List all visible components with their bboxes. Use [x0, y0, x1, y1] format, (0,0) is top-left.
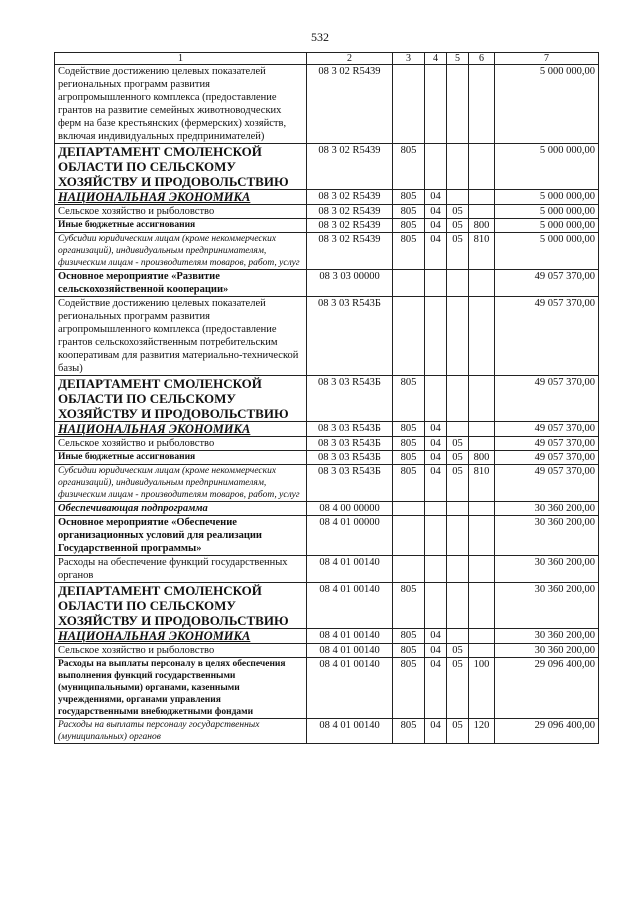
- expense-type-code: [469, 270, 495, 297]
- expense-type-code: [469, 144, 495, 190]
- department-code: 805: [393, 465, 425, 502]
- subsection-code: 05: [447, 465, 469, 502]
- subsection-code: [447, 190, 469, 205]
- target-code: 08 4 01 00000: [307, 516, 393, 556]
- amount: 30 360 200,00: [495, 583, 599, 629]
- expense-type-code: 800: [469, 451, 495, 465]
- table-row: [55, 270, 599, 297]
- department-code: [393, 556, 425, 583]
- target-code: 08 4 01 00140: [307, 629, 393, 644]
- amount: 49 057 370,00: [495, 465, 599, 502]
- department-code: 805: [393, 658, 425, 719]
- target-code: 08 3 02 R5439: [307, 219, 393, 233]
- section-code: 04: [425, 629, 447, 644]
- section-code: [425, 65, 447, 144]
- expense-type-code: [469, 297, 495, 376]
- expense-type-code: [469, 190, 495, 205]
- row-name: Содействие достижению целевых показателей региональных программ развития агропромышленного комплекса (предоставление грантов на развитие семейных животноводческих ферм на базе крестьянских (фермерских) хозяйств, включая индивидуальных предпринимателей): [55, 65, 307, 144]
- subsection-code: [447, 376, 469, 422]
- section-code: 04: [425, 205, 447, 219]
- table-row: [55, 629, 599, 644]
- table-row: [55, 144, 599, 190]
- expense-type-code: 100: [469, 658, 495, 719]
- header-cell: 1: [55, 53, 307, 65]
- department-code: 805: [393, 437, 425, 451]
- section-code: 04: [425, 219, 447, 233]
- target-code: 08 3 03 00000: [307, 270, 393, 297]
- subsection-code: 05: [447, 205, 469, 219]
- expense-type-code: [469, 583, 495, 629]
- section-code: 04: [425, 422, 447, 437]
- table-row: [55, 219, 599, 233]
- section-code: [425, 556, 447, 583]
- target-code: 08 3 03 R543Б: [307, 437, 393, 451]
- target-code: 08 3 02 R5439: [307, 190, 393, 205]
- row-name: НАЦИОНАЛЬНАЯ ЭКОНОМИКА: [55, 190, 307, 205]
- expense-type-code: 810: [469, 233, 495, 270]
- row-name: НАЦИОНАЛЬНАЯ ЭКОНОМИКА: [55, 629, 307, 644]
- expense-type-code: [469, 422, 495, 437]
- section-code: 04: [425, 233, 447, 270]
- expense-type-code: [469, 376, 495, 422]
- target-code: 08 4 01 00140: [307, 583, 393, 629]
- subsection-code: 05: [447, 451, 469, 465]
- department-code: 805: [393, 376, 425, 422]
- table-row: [55, 190, 599, 205]
- amount: 49 057 370,00: [495, 270, 599, 297]
- amount: 49 057 370,00: [495, 437, 599, 451]
- subsection-code: [447, 629, 469, 644]
- department-code: [393, 65, 425, 144]
- expense-type-code: 810: [469, 465, 495, 502]
- section-code: [425, 502, 447, 516]
- target-code: 08 4 01 00140: [307, 556, 393, 583]
- table-row: [55, 465, 599, 502]
- subsection-code: [447, 556, 469, 583]
- row-name: Иные бюджетные ассигнования: [55, 219, 307, 233]
- expense-type-code: [469, 437, 495, 451]
- amount: 30 360 200,00: [495, 629, 599, 644]
- header-cell: 4: [425, 53, 447, 65]
- target-code: 08 3 03 R543Б: [307, 297, 393, 376]
- subsection-code: 05: [447, 219, 469, 233]
- row-name: ДЕПАРТАМЕНТ СМОЛЕНСКОЙ ОБЛАСТИ ПО СЕЛЬСКОМУ ХОЗЯЙСТВУ И ПРОДОВОЛЬСТВИЮ: [55, 583, 307, 629]
- section-code: [425, 583, 447, 629]
- department-code: 805: [393, 144, 425, 190]
- subsection-code: 05: [447, 658, 469, 719]
- subsection-code: [447, 65, 469, 144]
- section-code: 04: [425, 190, 447, 205]
- amount: 29 096 400,00: [495, 719, 599, 744]
- department-code: 805: [393, 583, 425, 629]
- header-row: [55, 53, 599, 65]
- amount: 5 000 000,00: [495, 190, 599, 205]
- target-code: 08 4 00 00000: [307, 502, 393, 516]
- amount: 5 000 000,00: [495, 233, 599, 270]
- amount: 30 360 200,00: [495, 556, 599, 583]
- department-code: 805: [393, 422, 425, 437]
- department-code: [393, 297, 425, 376]
- row-name: Содействие достижению целевых показателей региональных программ развития агропромышленного комплекса (предоставление грантов сельскохозяйственным потребительским кооперативам для развития материально-технической базы): [55, 297, 307, 376]
- expense-type-code: [469, 516, 495, 556]
- target-code: 08 4 01 00140: [307, 658, 393, 719]
- department-code: [393, 502, 425, 516]
- section-code: 04: [425, 644, 447, 658]
- row-name: Основное мероприятие «Обеспечение организационных условий для реализации Государственной программы»: [55, 516, 307, 556]
- table-row: [55, 583, 599, 629]
- target-code: 08 4 01 00140: [307, 719, 393, 744]
- section-code: 04: [425, 437, 447, 451]
- expense-type-code: [469, 644, 495, 658]
- subsection-code: 05: [447, 233, 469, 270]
- amount: 5 000 000,00: [495, 205, 599, 219]
- target-code: 08 4 01 00140: [307, 644, 393, 658]
- subsection-code: [447, 297, 469, 376]
- row-name: Субсидии юридическим лицам (кроме некоммерческих организаций), индивидуальным предпринимателям, физическим лицам - производителям товаров, работ, услуг: [55, 233, 307, 270]
- row-name: НАЦИОНАЛЬНАЯ ЭКОНОМИКА: [55, 422, 307, 437]
- row-name: Иные бюджетные ассигнования: [55, 451, 307, 465]
- subsection-code: [447, 422, 469, 437]
- department-code: [393, 270, 425, 297]
- row-name: Расходы на выплаты персоналу в целях обеспечения выполнения функций государственными (муниципальными) органами, казенными учреждениями, органами управления государственными внебюджетными фондами: [55, 658, 307, 719]
- department-code: 805: [393, 205, 425, 219]
- target-code: 08 3 02 R5439: [307, 65, 393, 144]
- expense-type-code: 120: [469, 719, 495, 744]
- row-name: Сельское хозяйство и рыболовство: [55, 205, 307, 219]
- target-code: 08 3 03 R543Б: [307, 465, 393, 502]
- expense-type-code: [469, 556, 495, 583]
- page-number: 532: [311, 30, 329, 44]
- section-code: [425, 376, 447, 422]
- amount: 30 360 200,00: [495, 502, 599, 516]
- row-name: Сельское хозяйство и рыболовство: [55, 644, 307, 658]
- amount: 49 057 370,00: [495, 376, 599, 422]
- amount: 29 096 400,00: [495, 658, 599, 719]
- row-name: ДЕПАРТАМЕНТ СМОЛЕНСКОЙ ОБЛАСТИ ПО СЕЛЬСКОМУ ХОЗЯЙСТВУ И ПРОДОВОЛЬСТВИЮ: [55, 144, 307, 190]
- subsection-code: [447, 502, 469, 516]
- table-row: [55, 451, 599, 465]
- department-code: 805: [393, 719, 425, 744]
- subsection-code: 05: [447, 437, 469, 451]
- section-code: [425, 144, 447, 190]
- table-row: [55, 437, 599, 451]
- row-name: Сельское хозяйство и рыболовство: [55, 437, 307, 451]
- department-code: [393, 516, 425, 556]
- section-code: [425, 270, 447, 297]
- expense-type-code: [469, 629, 495, 644]
- department-code: 805: [393, 644, 425, 658]
- header-cell: 7: [495, 53, 599, 65]
- section-code: 04: [425, 465, 447, 502]
- row-name: Обеспечивающая подпрограмма: [55, 502, 307, 516]
- table-row: [55, 376, 599, 422]
- target-code: 08 3 02 R5439: [307, 205, 393, 219]
- amount: 5 000 000,00: [495, 219, 599, 233]
- department-code: 805: [393, 190, 425, 205]
- subsection-code: 05: [447, 644, 469, 658]
- subsection-code: [447, 516, 469, 556]
- table-row: [55, 516, 599, 556]
- subsection-code: [447, 144, 469, 190]
- department-code: 805: [393, 629, 425, 644]
- department-code: 805: [393, 451, 425, 465]
- header-cell: 5: [447, 53, 469, 65]
- header-cell: 3: [393, 53, 425, 65]
- section-code: 04: [425, 719, 447, 744]
- department-code: 805: [393, 219, 425, 233]
- table-row: [55, 422, 599, 437]
- target-code: 08 3 03 R543Б: [307, 422, 393, 437]
- header-cell: 2: [307, 53, 393, 65]
- amount: 5 000 000,00: [495, 65, 599, 144]
- table-row: [55, 719, 599, 744]
- expense-type-code: [469, 205, 495, 219]
- table-row: [55, 644, 599, 658]
- table-row: [55, 658, 599, 719]
- target-code: 08 3 02 R5439: [307, 144, 393, 190]
- subsection-code: 05: [447, 719, 469, 744]
- row-name: Субсидии юридическим лицам (кроме некоммерческих организаций), индивидуальным предпринимателям, физическим лицам - производителям товаров, работ, услуг: [55, 465, 307, 502]
- row-name: Основное мероприятие «Развитие сельскохозяйственной кооперации»: [55, 270, 307, 297]
- section-code: 04: [425, 658, 447, 719]
- target-code: 08 3 03 R543Б: [307, 451, 393, 465]
- table-row: [55, 502, 599, 516]
- table-row: [55, 233, 599, 270]
- target-code: 08 3 02 R5439: [307, 233, 393, 270]
- expense-type-code: 800: [469, 219, 495, 233]
- budget-table: [54, 52, 599, 744]
- expense-type-code: [469, 65, 495, 144]
- target-code: 08 3 03 R543Б: [307, 376, 393, 422]
- department-code: 805: [393, 233, 425, 270]
- row-name: Расходы на выплаты персоналу государственных (муниципальных) органов: [55, 719, 307, 744]
- table-row: [55, 297, 599, 376]
- row-name: ДЕПАРТАМЕНТ СМОЛЕНСКОЙ ОБЛАСТИ ПО СЕЛЬСКОМУ ХОЗЯЙСТВУ И ПРОДОВОЛЬСТВИЮ: [55, 376, 307, 422]
- table-row: [55, 205, 599, 219]
- amount: 30 360 200,00: [495, 644, 599, 658]
- section-code: 04: [425, 451, 447, 465]
- subsection-code: [447, 270, 469, 297]
- table-row: [55, 65, 599, 144]
- table-row: [55, 556, 599, 583]
- amount: 49 057 370,00: [495, 422, 599, 437]
- expense-type-code: [469, 502, 495, 516]
- header-cell: 6: [469, 53, 495, 65]
- section-code: [425, 516, 447, 556]
- subsection-code: [447, 583, 469, 629]
- amount: 49 057 370,00: [495, 297, 599, 376]
- amount: 49 057 370,00: [495, 451, 599, 465]
- row-name: Расходы на обеспечение функций государственных органов: [55, 556, 307, 583]
- section-code: [425, 297, 447, 376]
- amount: 5 000 000,00: [495, 144, 599, 190]
- amount: 30 360 200,00: [495, 516, 599, 556]
